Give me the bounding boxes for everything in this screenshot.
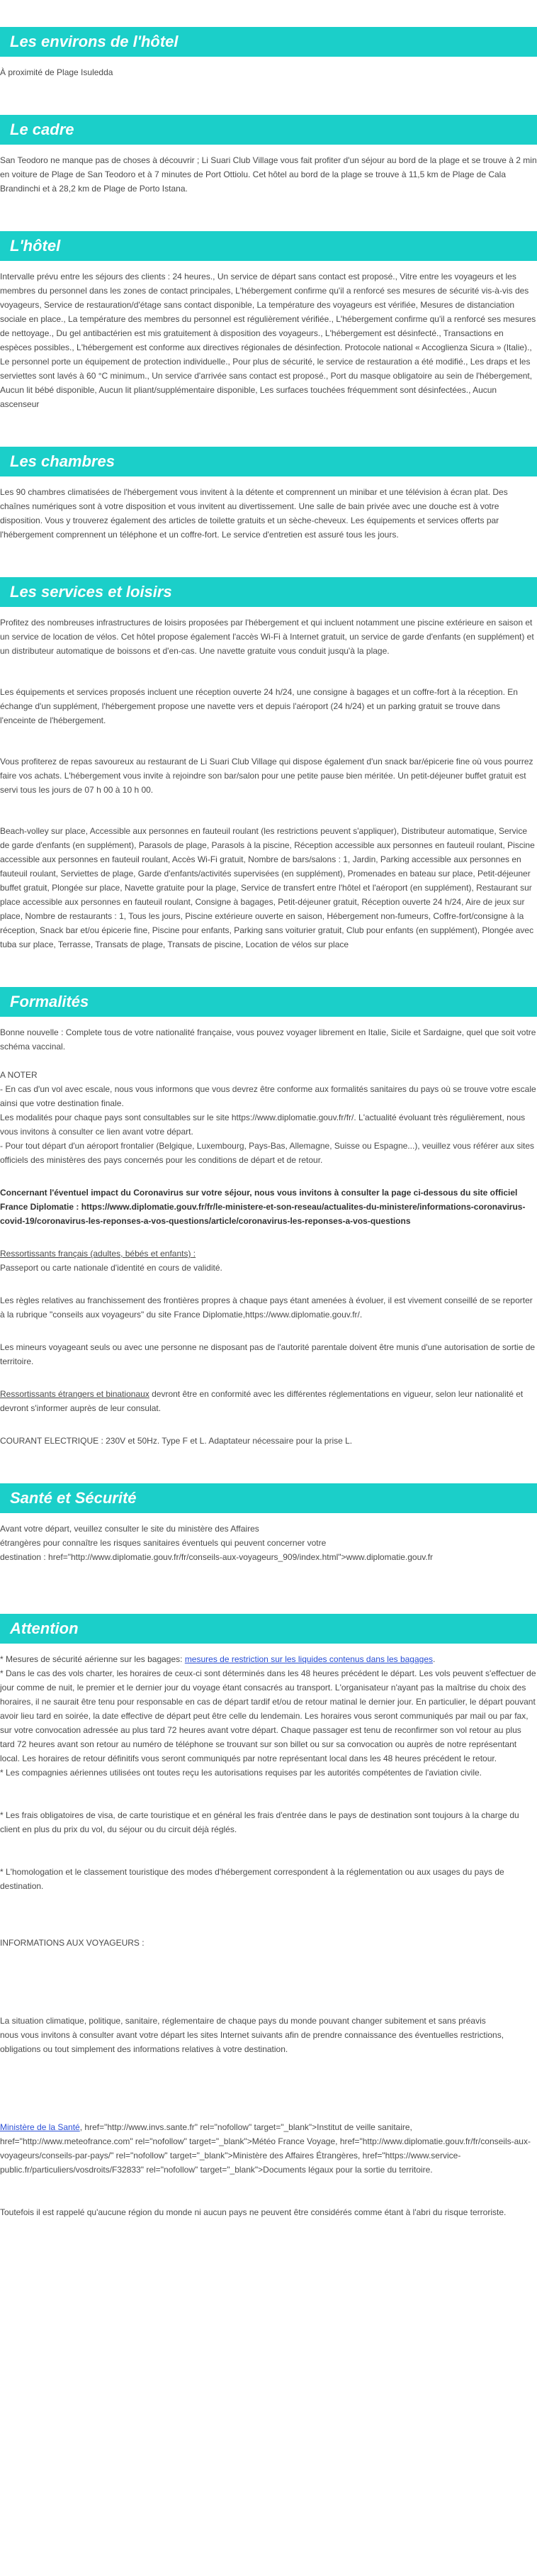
attention-visa-text: * Les frais obligatoires de visa, de carte touristique et en général les frais d'entrée dans le pays de destination sont toujours à la charge du client en plus du prix du vol, du séjour ou du circuit déjà réglés. (0, 1810, 519, 1834)
section-services (0, 577, 537, 952)
chambres-text: Les 90 chambres climatisées de l'hébergement vous invitent à la détente et comprennent un minibar et une télévision à écran plat. Des chaînes numériques sont à votre disposition et vous invitent au divertissement. Une salle de bain privée avec une douche est à votre disposition. Vous y trouverez également des articles de toilette gratuits et un sèche-cheveux. Les équipements et services offerts par l'hébergement comprennent un téléphone et un coffre-fort. Le service d'entretien est assuré tous les jours. (0, 487, 508, 540)
services-amenities-list: Beach-volley sur place, Accessible aux personnes en fauteuil roulant (les restrictions peuvent s'appliquer), Distributeur automatique, Service de garde d'enfants (en supplément), Parasols de plage, Parasols à la piscine, Réception accessible aux personnes en fauteuil roulant, Piscine accessible aux personnes en fauteuil roulant, Accès Wi-Fi gratuit, Nombre de bars/salons : 1, Jardin, Parking accessible aux personnes en fauteuil roulant, Serviettes de plage, Garde d'enfants/activités supervisées (en supplément), Promenades en bateau sur place, Petit-déjeuner buffet gratuit, Plongée sur place, Navette gratuite pour la plage, Service de transfert entre l'hôtel et l'aéroport (en supplément), Restaurant sur place accessible aux personnes en fauteuil roulant, Consigne à bagages, Petit-déjeuner gratuit, Réception ouverte 24 h/24, Aire de jeux sur place, Nombre de restaurants : 1, Tous les jours, Piscine extérieure ouverte en saison, Hébergement non-fumeurs, Coffre-fort/consigne à la réception, Snack bar et/ou épicerie fine, Piscine pour enfants, Parking sans voiturier gratuit, Club pour enfants (en supplément), Plongée avec tuba sur place, Terrasse, Transats de plage, Transats de piscine, Location de vélos sur place (0, 826, 535, 949)
electric-text: COURANT ELECTRIQUE : 230V et 50Hz. Type F et L. Adaptateur nécessaire pour la prise L. (0, 1436, 353, 1446)
section-header (0, 27, 537, 57)
section-title: Le cadre (10, 121, 74, 138)
section-environs (0, 0, 537, 79)
resident-title: Ressortissants français (adultes, bébés et enfants) : (0, 1249, 196, 1259)
environs-text: À proximité de Plage Isuledda (0, 67, 113, 77)
section-title: Les services et loisirs (10, 583, 172, 601)
covid-notice: Concernant l'éventuel impact du Coronavirus sur votre séjour, nous vous invitons à consulter la page ci-dessous du site officiel France Diplomatie : https://www.diplomatie.gouv.fr/fr/le-ministere-et-son-reseau/actualites-du-ministere/informations-coronavirus-covid-19/coronavirus-les-reponses-a-vos-questions/article/coronavirus-les-reponses-a-vos-questions (0, 1188, 526, 1226)
cadre-text: San Teodoro ne manque pas de choses à découvrir ; Li Suari Club Village vous fait profiter d'un séjour au bord de la plage et se trouve à 2 min en voiture de Plage de San Teodoro et à 7 minutes de Port Ottiolu. Cet hôtel au bord de la plage se trouve à 11,5 km de Plage de Cala Brandinchi et à 28,2 km de Plage de Porto Istana. (0, 155, 537, 194)
attention-flights-text: * Dans le cas des vols charter, les horaires de ceux-ci sont déterminés dans les 48 heures précédent le départ. Les vols peuvent s'effectuer de jour comme de nuit, le premier et le dernier jour du voyage étant consacrés au transport. L'organisateur n'ayant pas la maîtrise du choix des horaires, il ne saurait être tenu pour responsable en cas de départ tardif et/ou de retour matinal le dernier jour. En particulier, le départ pouvant avoir lieu tard en soirée, la date effective de départ peut être celle du lendemain. Les horaires vous seront communiqués par mail ou par fax, sur votre convocation adressée au plus tard 72 heures avant votre départ. Chaque passager est tenu de reconfirmer son vol retour au plus tard 72 heures avant son retour au numéro de téléphone se trouvant sur son billet ou sur sa convocation ou auprès de notre représentant local. Les horaires de retour définitifs vous seront communiqués par notre représentant local dans les 48 heures précédent le retour. * Les compagnies aériennes utilisées ont toutes reçu les autorisations requises par les autorités compétentes de l'aviation civile. (0, 1668, 536, 1778)
section-header (0, 231, 537, 261)
ministere-sante-link[interactable]: Ministère de la Santé (0, 2122, 80, 2132)
foreign-text (0, 1387, 537, 1415)
section-cadre (0, 115, 537, 196)
liquids-restriction-link[interactable]: mesures de restriction sur les liquides contenus dans les bagages (184, 1654, 434, 1664)
section-header (0, 1614, 537, 1644)
attention-terror-text: Toutefois il est rappelé qu'aucune région du monde ni aucun pays ne peuvent être considérés comme étant à l'abri du risque terroriste. (0, 2207, 507, 2217)
section-title: Les chambres (10, 452, 115, 470)
attention-info-text: La situation climatique, politique, sanitaire, réglementaire de chaque pays du monde pouvant changer subitement et sans préavis nous vous invitons à consulter avant votre départ les sites Internet suivants afin de prendre connaissance des éventuelles restrictions, obligations ou tout simplement des informations relatives à votre destination. (0, 2016, 504, 2054)
attention-links-rest: , href="http://www.invs.sante.fr" rel="nofollow" target="_blank">Institut de veille sanitaire, href="http://www.meteofrance.com" rel="nofollow" target="_blank">Météo France Voyage, href="http://www.diplomatie.gouv.fr/fr/conseils-aux-voyageurs/conseils-par-pays/" rel="nofollow" target="_blank">Ministère des Affaires Étrangères, href="https://www.service-public.fr/particuliers/vosdroits/F32833" rel="nofollow" target="_blank">Documents légaux pour la sortie du territoire. (0, 2122, 531, 2175)
attention-paragraph (0, 1652, 537, 1666)
note-title: A NOTER (0, 1070, 38, 1080)
formalites-intro: Bonne nouvelle : Complete tous de votre nationalité française, vous pouvez voyager librement en Italie, Sicile et Sardaigne, quel que soit votre schéma vaccinal. (0, 1027, 536, 1052)
section-header (0, 115, 537, 145)
foreign-title: Ressortissants étrangers et binationaux (0, 1389, 149, 1399)
section-header (0, 447, 537, 476)
section-title: L'hôtel (10, 237, 61, 255)
attention-info-title: INFORMATIONS AUX VOYAGEURS : (0, 1938, 145, 1948)
hotel-text: Intervalle prévu entre les séjours des clients : 24 heures., Un service de départ sans contact est proposé., Vitre entre les voyageurs et les membres du personnel dans les zones de contact principales, L'hébergement confirme qu'il a renforcé ses mesures de sécurité vis-à-vis des voyageurs, Service de restauration/d'étage sans contact disponible, La température des voyageurs est vérifiée, Mesures de distanciation sociale en place., La température des membres du personnel est régulièrement vérifiée., L'hébergement confirme qu'il a renforcé ses mesures de nettoyage., Du gel antibactérien est mis gratuitement à disposition des voyageurs., L'hébergement est désinfecté., Transactions en espèces possibles., L'hébergement est conforme aux directives régionales de désinfection. Protocole national « Accoglienza Sicura » (Italie)., Le personnel porte un équipement de protection individuelle., Pour plus de sécurité, le service de restauration a été modifié., Les draps et les serviettes sont lavés à 60 °C minimum., Un service d'arrivée sans contact est proposé., Port du masque obligatoire au sein de l'hébergement, Aucun lit bébé disponible, Aucun lit pliant/supplémentaire disponible, Les surfaces touchées fréquemment sont désinfectées., Aucun ascenseur (0, 272, 536, 409)
minors-text: Les mineurs voyageant seuls ou avec une personne ne disposant pas de l'autorité parentale doivent être munis d'une autorisation de sortie de territoire. (0, 1342, 536, 1366)
section-chambres (0, 447, 537, 542)
rules-text: Les règles relatives au franchissement des frontières propres à chaque pays étant amenées à évoluer, il est vivement conseillé de se reporter à la rubrique "conseils aux voyageurs" du site France Diplomatie,https://www.diplomatie.gouv.fr/. (0, 1295, 533, 1320)
section-header (0, 577, 537, 607)
luggage-prefix: * Mesures de sécurité aérienne sur les bagages: (0, 1654, 185, 1664)
resident-text: Passeport ou carte nationale d'identité en cours de validité. (0, 1263, 222, 1273)
section-attention (0, 1614, 537, 2219)
section-title: Les environs de l'hôtel (10, 33, 179, 50)
attention-links-text (0, 2120, 537, 2177)
section-sante (0, 1483, 537, 1564)
section-hotel (0, 231, 537, 411)
services-paragraph: Les équipements et services proposés incluent une réception ouverte 24 h/24, une consigne à bagages et un coffre-fort à la réception. En échange d'un supplément, l'hébergement propose une navette vers et depuis l'aéroport (24 h/24) et un parking gratuit se trouve dans l'enceinte de l'hébergement. (0, 687, 518, 725)
section-title: Attention (10, 1619, 79, 1637)
section-title: Formalités (10, 993, 89, 1010)
section-title: Santé et Sécurité (10, 1489, 137, 1507)
services-paragraph: Profitez des nombreuses infrastructures de loisirs proposées par l'hébergement et qui incluent notamment une piscine extérieure en saison et un service de location de vélos. Cet hôtel propose également l'accès Wi-Fi à Internet gratuit, un service de garde d'enfants (en supplément) et un distributeur automatique de boissons et d'en-cas. Une navette gratuite vous conduit jusqu'à la plage. (0, 618, 534, 656)
attention-classification-text: * L'homologation et le classement touristique des modes d'hébergement correspondent à la réglementation ou aux usages du pays de destination. (0, 1867, 504, 1891)
section-formalites (0, 987, 537, 1448)
luggage-suffix: . (433, 1654, 436, 1664)
section-header (0, 987, 537, 1017)
note-text: - En cas d'un vol avec escale, nous vous informons que vous devrez être conforme aux formalités sanitaires du pays où se trouve votre escale ainsi que votre destination finale. Les modalités pour chaque pays sont consultables sur le site https://www.diplomatie.gouv.fr/fr/. L'actualité évoluant très régulièrement, nous vous invitons à consulter ce lien avant votre départ. - Pour tout départ d'un aéroport frontalier (Belgique, Luxembourg, Pays-Bas, Allemagne, Suisse ou Espagne...), veuillez vous référer aux sites officiels des ministères des pays concernés pour les conditions de départ et de retour. (0, 1084, 536, 1165)
foreign-body: devront être en conformité avec les différentes réglementations en vigueur, selon leur nationalité et devront s'informer auprès de leur consulat. (0, 1389, 524, 1413)
sante-text: Avant votre départ, veuillez consulter le site du ministère des Affaires étrangères pour connaître les risques sanitaires éventuels qui peuvent concerner votre destination : href="http://www.diplomatie.gouv.fr/fr/conseils-aux-voyageurs_909/index.html">www.diplomatie.gouv.fr (0, 1524, 434, 1562)
services-paragraph: Vous profiterez de repas savoureux au restaurant de Li Suari Club Village qui dispose également d'un snack bar/épicerie fine où vous pourrez faire vos achats. L'hébergement vous invite à rejoindre son bar/salon pour une petite pause bien méritée. Un petit-déjeuner buffet gratuit est servi tous les jours de 07 h 00 à 10 h 00. (0, 757, 533, 795)
section-header (0, 1483, 537, 1513)
